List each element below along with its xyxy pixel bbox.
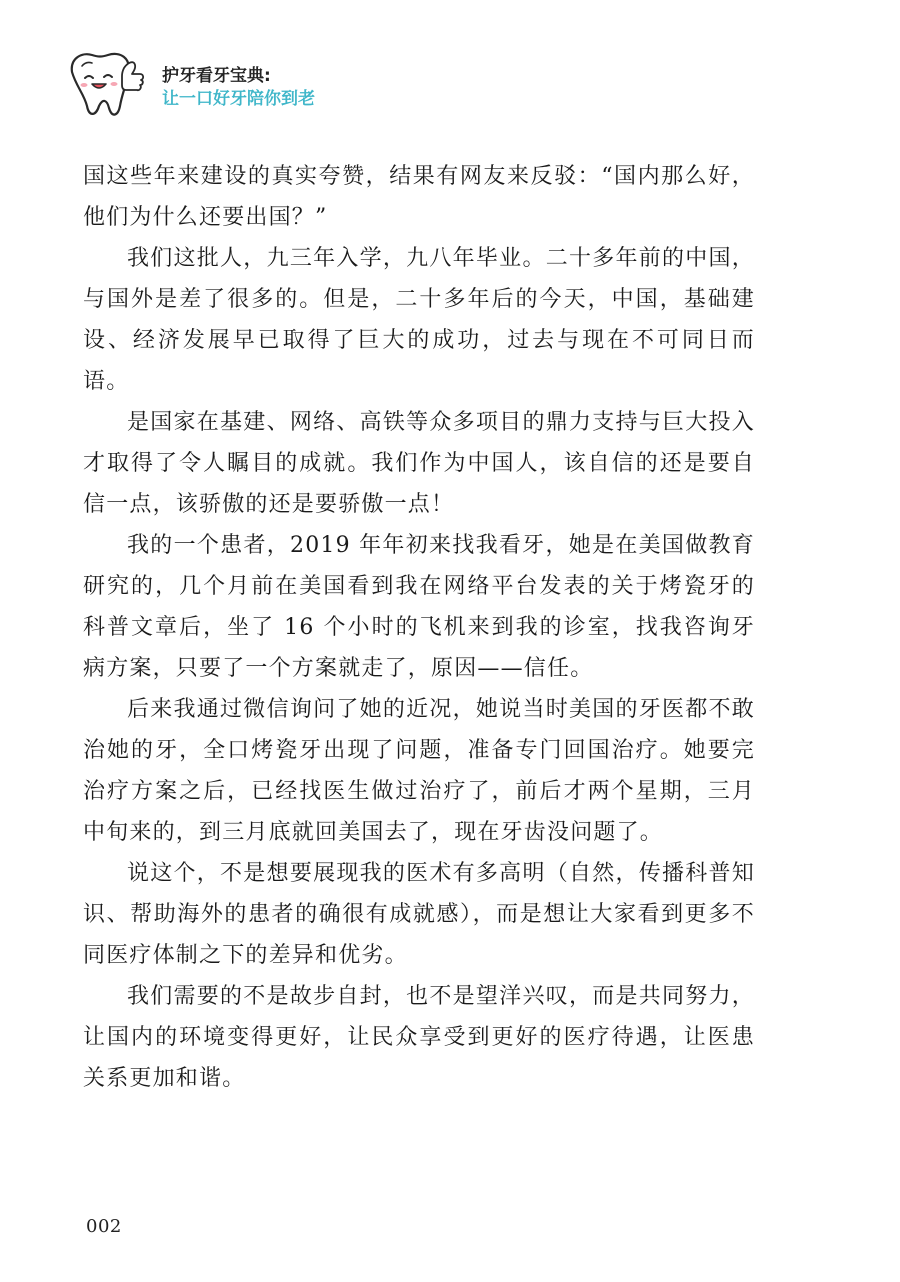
- paragraph: 后来我通过微信询问了她的近况，她说当时美国的牙医都不敢治她的牙，全口烤瓷牙出现了问题，准备专门回国治疗。她要完治疗方案之后，已经找医生做过治疗了，前后才两个星期，三月中旬来的，到三月底就回美国去了，现在牙齿没问题了。: [83, 697, 755, 845]
- body-text: [83, 156, 755, 1099]
- book-title: 护牙看牙宝典:: [162, 66, 271, 86]
- paragraph: 我们需要的不是故步自封，也不是望洋兴叹，而是共同努力，让国内的环境变得更好，让民众享受到更好的医疗待遇，让医患关系更加和谐。: [83, 984, 755, 1091]
- paragraph: 是国家在基建、网络、高铁等众多项目的鼎力支持与巨大投入才取得了令人瞩目的成就。我们作为中国人，该自信的还是要自信一点，该骄傲的还是要骄傲一点！: [83, 410, 755, 517]
- smiling-tooth-icon: [62, 44, 154, 124]
- book-subtitle: 让一口好牙陪你到老: [162, 89, 315, 109]
- paragraph: 我们这批人，九三年入学，九八年毕业。二十多年前的中国，与国外是差了很多的。但是，二十多年后的今天，中国，基础建设、经济发展早已取得了巨大的成功，过去与现在不可同日而语。: [83, 246, 755, 394]
- book-title-block: [162, 65, 315, 111]
- paragraph: 国这些年来建设的真实夸赞，结果有网友来反驳：“国内那么好，他们为什么还要出国？”: [83, 164, 755, 230]
- paragraph: 我的一个患者，2019 年年初来找我看牙，她是在美国做教育研究的，几个月前在美国看到我在网络平台发表的关于烤瓷牙的科普文章后，坐了 16 个小时的飞机来到我的诊室，找我咨询牙病方案，只要了一个方案就走了，原因——信任。: [83, 533, 755, 681]
- paragraph: 说这个，不是想要展现我的医术有多高明（自然，传播科普知识、帮助海外的患者的确很有成就感），而是想让大家看到更多不同医疗体制之下的差异和优劣。: [83, 861, 755, 968]
- page-number: 002: [86, 1216, 122, 1237]
- running-header: [62, 44, 422, 124]
